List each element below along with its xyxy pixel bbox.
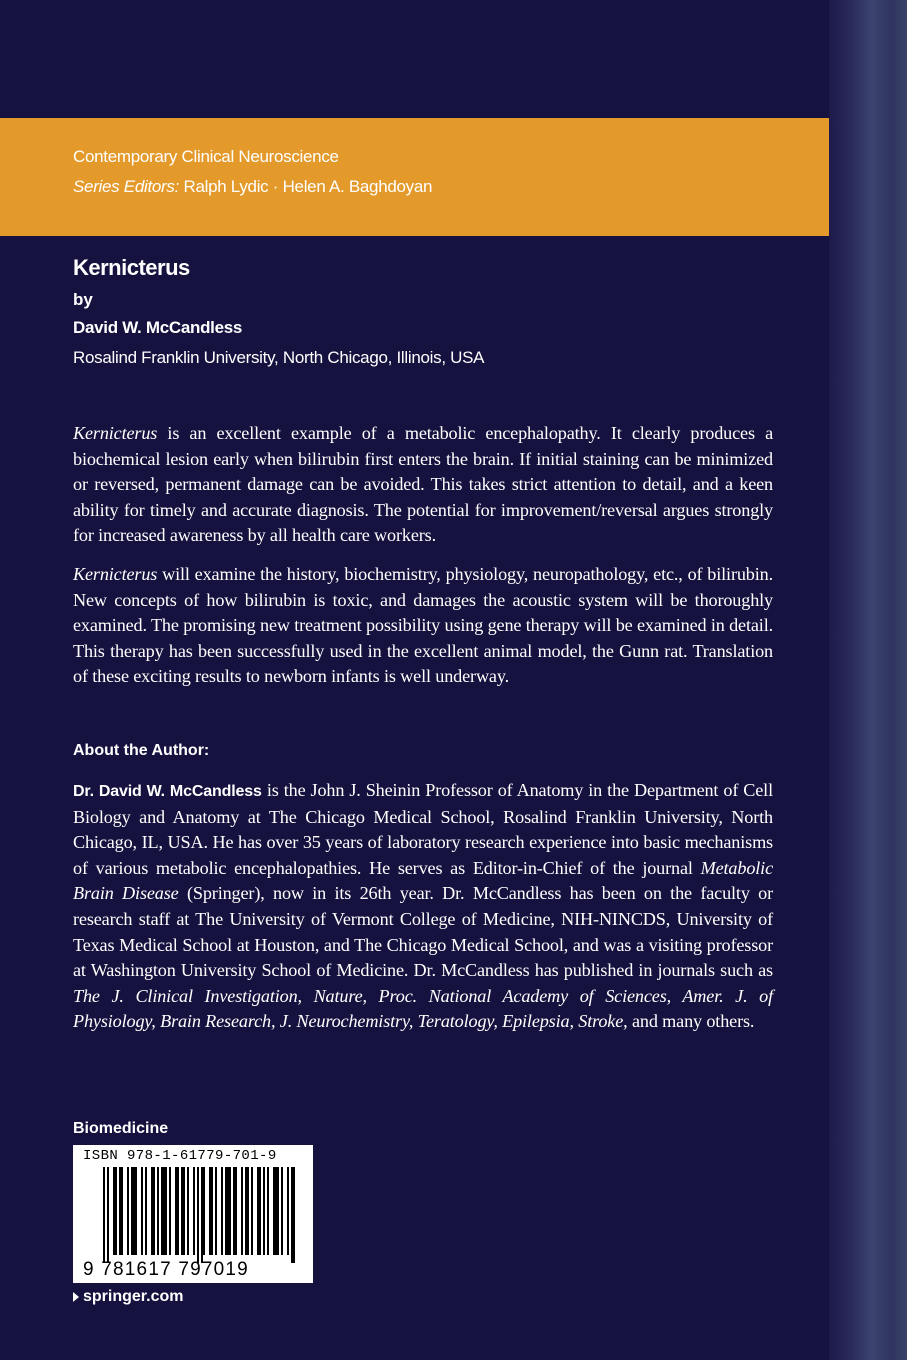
barcode-bar: [183, 1167, 185, 1255]
barcode-bar: [107, 1167, 109, 1263]
barcode-bar: [115, 1167, 117, 1255]
barcode-bar: [259, 1167, 261, 1255]
barcode-bar: [201, 1167, 203, 1263]
subject-category: Biomedicine: [73, 1120, 169, 1137]
barcode-bar: [103, 1167, 105, 1263]
series-editors-label: Series Editors:: [73, 177, 180, 196]
barcode-bar: [291, 1167, 293, 1263]
book-title-italic: Kernicterus: [73, 564, 158, 584]
barcode-bar: [193, 1167, 195, 1255]
barcode-bar: [293, 1167, 295, 1263]
series-editors: [73, 177, 432, 197]
author-affiliation: Rosalind Franklin University, North Chicago, Illinois, USA: [73, 348, 485, 367]
series-editors-names: Ralph Lydic · Helen A. Baghdoyan: [179, 177, 433, 196]
barcode-bar: [131, 1167, 133, 1255]
barcode-bar: [175, 1167, 177, 1255]
about-text: is the John J. Sheinin Professor of Anatomy in the Department of Cell Biology and Anatomy at The Chicago Medical School, Rosalind Franklin University, North Chicago, IL, USA. He has over 35 years of laboratory research experience into basic mechanisms of various metabolic encephalopathies. He serves as Editor-in-Chief of the journal: [73, 780, 773, 878]
barcode-bar: [287, 1167, 289, 1255]
series-title: Contemporary Clinical Neuroscience: [73, 147, 339, 166]
barcode-bar: [133, 1167, 135, 1255]
journal-list: The J. Clinical Investigation, Nature, Proc. National Academy of Sciences, Amer. J. of Physiology, Brain Research, J. Neurochemistry, Teratology, Epilepsia, Stroke: [73, 985, 773, 1032]
barcode-bar: [273, 1167, 275, 1255]
book-spine-edge: [829, 0, 907, 1360]
barcode-bar: [211, 1167, 213, 1255]
book-title: Kernicterus: [73, 255, 190, 280]
barcode-bar: [121, 1167, 123, 1255]
barcode-bar: [203, 1167, 205, 1255]
description-paragraph-2: [73, 562, 773, 690]
barcode-bar: [197, 1167, 199, 1263]
barcode-bar: [277, 1167, 279, 1255]
journal-name: Metabolic Brain Disease: [73, 857, 773, 904]
publisher-url: springer.com: [83, 1288, 184, 1305]
barcode-bar: [169, 1167, 171, 1255]
barcode-bar: [145, 1167, 147, 1255]
about-text: (Springer), now in its 26th year. Dr. McCandless has been on the faculty or research staff at The University of Vermont College of Medicine, NIH-NINCDS, University of Texas Medical School at Houston, and The Chicago Medical School, and was a visiting professor at Washington University School of Medicine. Dr. McCandless has published in journals such as: [73, 883, 774, 981]
author-name: David W. McCandless: [73, 318, 243, 337]
barcode-bar: [251, 1167, 253, 1255]
barcode-bar: [257, 1167, 259, 1255]
about-text: , and many others.: [623, 1011, 755, 1032]
publisher-link[interactable]: [73, 1288, 183, 1306]
barcode-bar: [119, 1167, 121, 1255]
barcode-bar: [113, 1167, 115, 1255]
barcode-bar: [245, 1167, 247, 1255]
barcode-bar: [267, 1167, 269, 1255]
barcode-bar: [209, 1167, 211, 1255]
barcode-bar: [227, 1167, 229, 1255]
barcode-bar: [161, 1167, 163, 1255]
barcode-bar: [235, 1167, 237, 1255]
about-author-paragraph: [73, 778, 773, 1035]
barcode-bar: [157, 1167, 159, 1255]
isbn-label: ISBN 978-1-61779-701-9: [83, 1148, 277, 1164]
barcode-bar: [281, 1167, 283, 1255]
barcode-bar: [187, 1167, 189, 1255]
about-author-heading: About the Author:: [73, 742, 210, 759]
barcode-bar: [221, 1167, 223, 1255]
barcode-bar: [275, 1167, 277, 1255]
barcode-bar: [181, 1167, 183, 1255]
author-name-bold: Dr. David W. McCandless: [73, 783, 262, 800]
barcode-bar: [225, 1167, 227, 1255]
barcode-bar: [153, 1167, 155, 1255]
barcode-bar: [177, 1167, 179, 1255]
by-label: by: [73, 290, 93, 309]
barcode-bar: [141, 1167, 143, 1255]
book-title-italic: Kernicterus: [73, 423, 158, 443]
barcode-bar: [215, 1167, 217, 1255]
barcode-bar: [165, 1167, 167, 1255]
description-text: will examine the history, biochemistry, physiology, neuropathology, etc., of bilirubin. New concepts of how bilirubin is toxic, and damages the acoustic system will be thoroughly examined. The promising new treatment possibility using gene therapy will be examined in detail. This therapy has been successfully used in the excellent animal model, the Gunn rat. Translation of these exciting results to newborn infants is well underway.: [73, 564, 773, 687]
description-text: is an excellent example of a metabolic encephalopathy. It clearly produces a biochemical lesion early when bilirubin first enters the brain. If initial staining can be minimized or reversed, permanent damage can be avoided. This takes strict attention to detail, and a keen ability for timely and accurate diagnosis. The potential for improvement/reversal argues strongly for increased awareness by all health care workers.: [73, 423, 773, 546]
arrow-right-icon: [73, 1292, 79, 1302]
barcode-bar: [163, 1167, 165, 1255]
barcode-bar: [263, 1167, 265, 1255]
barcode-bar: [241, 1167, 243, 1255]
isbn-barcode: [73, 1145, 313, 1283]
ean-digits: 9 781617 797019: [83, 1259, 249, 1280]
barcode-bar: [229, 1167, 231, 1255]
barcode-bar: [135, 1167, 137, 1255]
barcode-bar: [233, 1167, 235, 1255]
barcode-bar: [127, 1167, 129, 1255]
barcode-bar: [247, 1167, 249, 1255]
description-paragraph-1: [73, 421, 773, 549]
barcode-bar: [151, 1167, 153, 1255]
